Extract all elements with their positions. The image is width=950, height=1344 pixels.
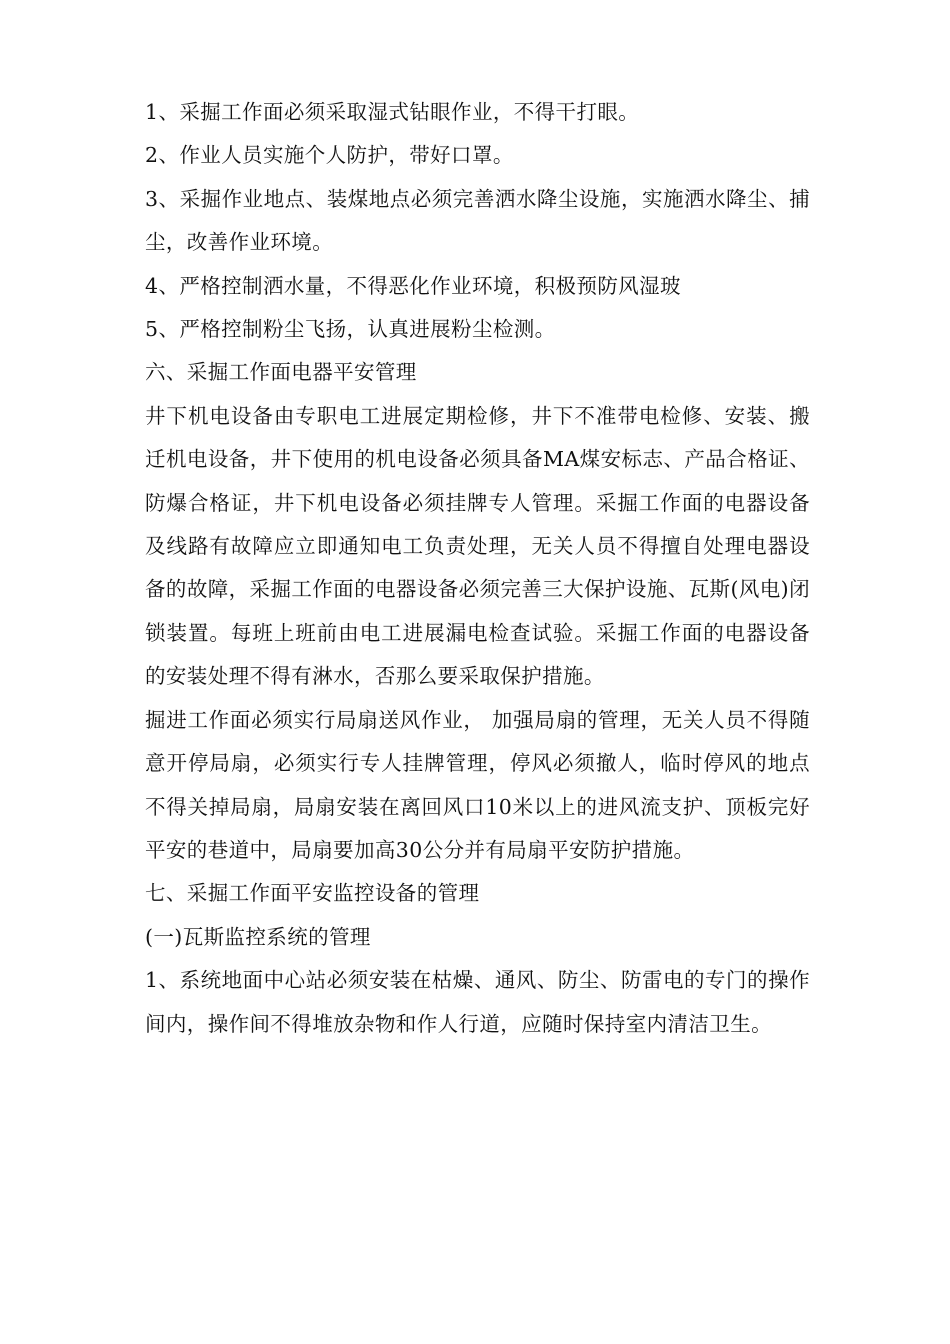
- body-paragraph-local-fan: 掘进工作面必须实行局扇送风作业， 加强局扇的管理，无关人员不得随意开停局扇，必须实行专人挂牌管理，停风必须撤人，临时停风的地点不得关掉局扇，局扇安装在离回风口10米以上的进风流支护、顶板完好平安的巷道中，局扇要加高30公分并有局扇平安防护措施。: [145, 707, 810, 862]
- list-item-central-station: 1、系统地面中心站必须安装在枯燥、通风、防尘、防雷电的专门的操作间内，操作间不得堆放杂物和作人行道，应随时保持室内清洁卫生。: [145, 968, 810, 1036]
- list-item-personal-protection: 2、作业人员实施个人防护，带好口罩。: [145, 143, 514, 168]
- document-body: [145, 91, 810, 1046]
- list-item-dust-suppression: 3、采掘作业地点、装煤地点必须完善洒水降尘设施，实施洒水降尘、捕尘，改善作业环境。: [145, 186, 810, 255]
- section-heading-electrical-safety: 六、采掘工作面电器平安管理: [145, 360, 417, 385]
- section-heading-monitoring-equipment: 七、采掘工作面平安监控设备的管理: [145, 881, 480, 906]
- subsection-heading-gas-monitoring: (一)瓦斯监控系统的管理: [145, 924, 371, 949]
- list-item-dust-detection: 5、严格控制粉尘飞扬，认真进展粉尘检测。: [145, 317, 556, 342]
- list-item-wet-drilling: 1、采掘工作面必须采取湿式钻眼作业，不得干打眼。: [145, 100, 640, 124]
- body-paragraph-electrical-equipment: 井下机电设备由专职电工进展定期检修，井下不准带电检修、安装、搬迁机电设备，井下使用的机电设备必须具备MA煤安标志、产品合格证、防爆合格证，井下机电设备必须挂牌专人管理。采掘工作面的电器设备及线路有故障应立即通知电工负责处理，无关人员不得擅自处理电器设备的故障，采掘工作面的电器设备必须完善三大保护设施、瓦斯(风电)闭锁装置。每班上班前由电工进展漏电检查试验。采掘工作面的电器设备的安装处理不得有淋水，否那么要采取保护措施。: [145, 403, 810, 689]
- list-item-water-control: 4、严格控制洒水量，不得恶化作业环境，积极预防风湿玻: [145, 273, 681, 298]
